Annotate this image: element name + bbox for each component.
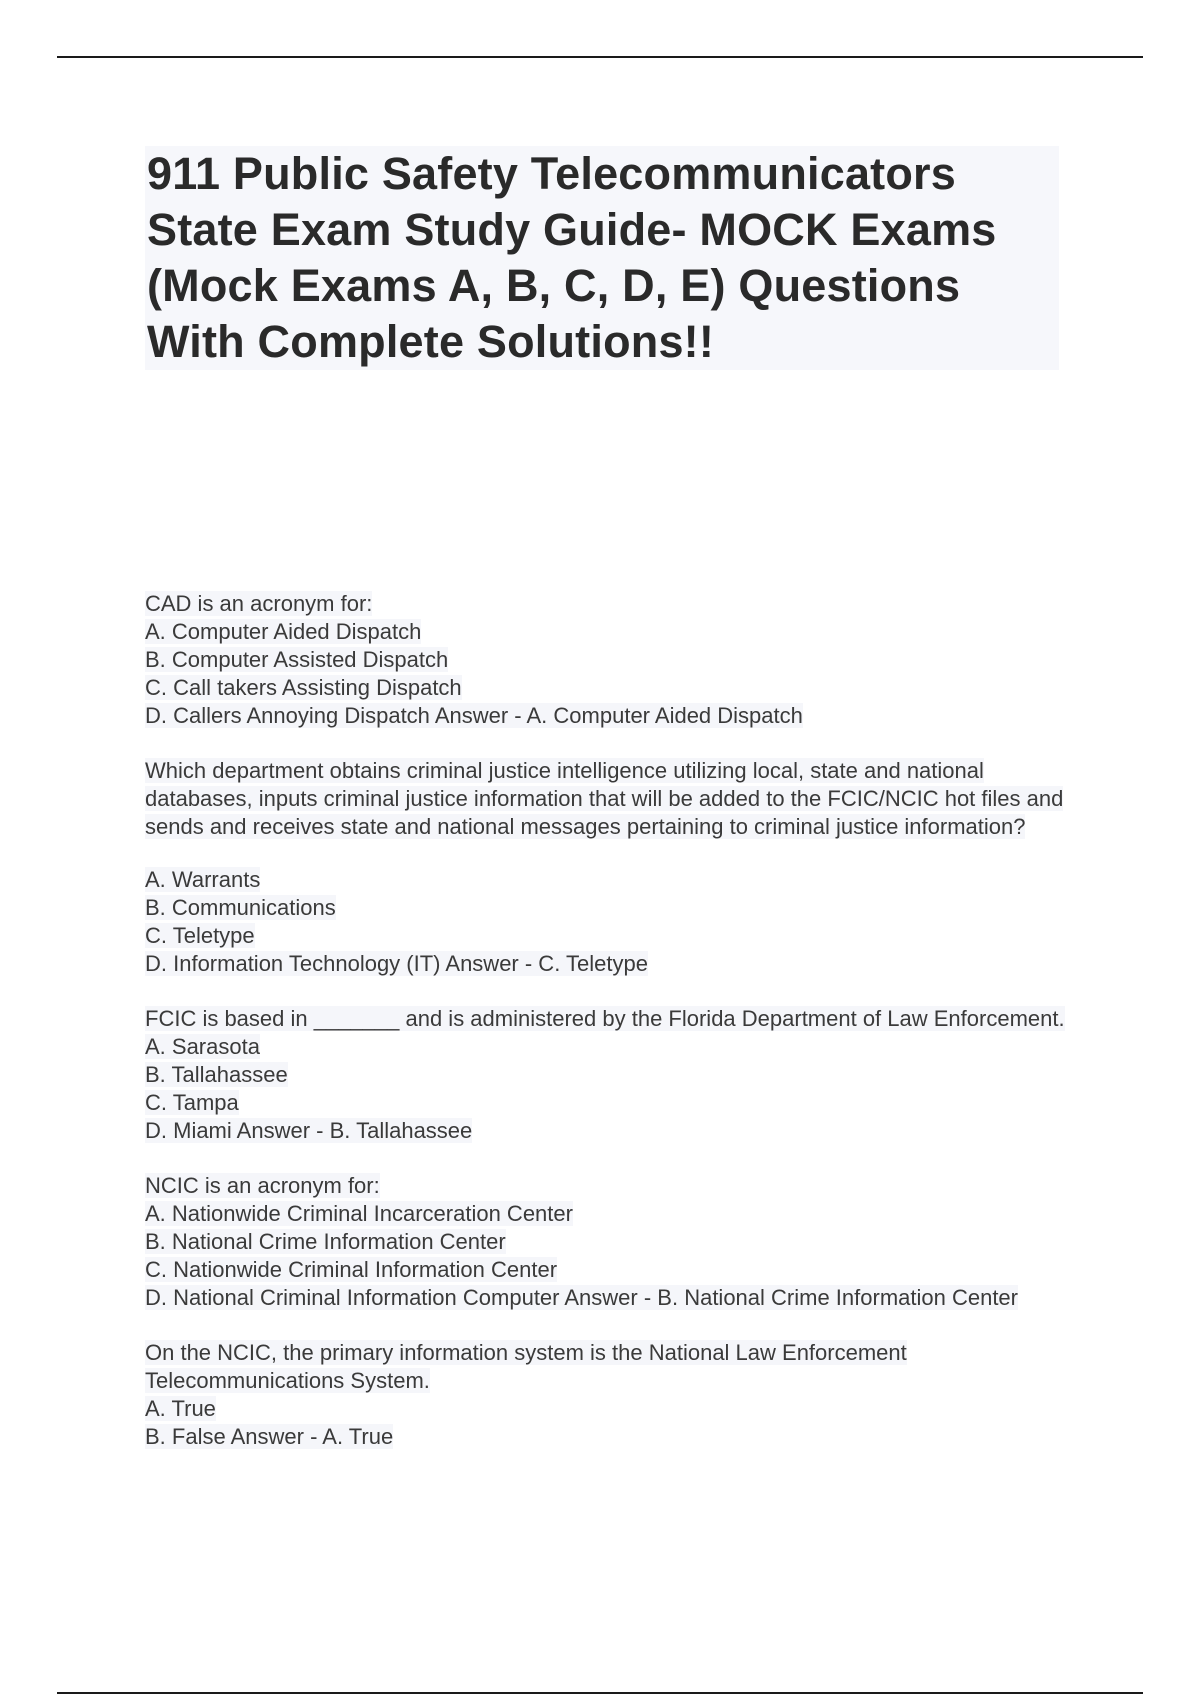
answer-option: D. Miami Answer - B. Tallahassee bbox=[145, 1118, 473, 1143]
question-text: CAD is an acronym for: bbox=[145, 591, 373, 616]
question-block-4 bbox=[145, 1172, 1065, 1312]
question-text: On the NCIC, the primary information system is the National Law Enforcement Telecommunications System. bbox=[145, 1340, 907, 1393]
answer-option: D. Information Technology (IT) Answer - C. Teletype bbox=[145, 951, 648, 976]
answer-option: B. National Crime Information Center bbox=[145, 1229, 506, 1254]
question-text: Which department obtains criminal justice intelligence utilizing local, state and national databases, inputs criminal justice information that will be added to the FCIC/NCIC hot files and sends and receives state and national messages pertaining to criminal justice information? bbox=[145, 758, 1064, 839]
document-title: 911 Public Safety Telecommunicators State Exam Study Guide- MOCK Exams (Mock Exams A, B, C, D, E) Questions With Complete Solutions!! bbox=[145, 146, 1059, 370]
answer-option: A. Computer Aided Dispatch bbox=[145, 619, 422, 644]
document-body bbox=[145, 590, 1065, 1478]
answer-option: B. Communications bbox=[145, 895, 336, 920]
question-block-2 bbox=[145, 757, 1065, 978]
answer-option: B. False Answer - A. True bbox=[145, 1424, 394, 1449]
bottom-rule bbox=[57, 1692, 1143, 1694]
answer-option: A. Sarasota bbox=[145, 1034, 260, 1059]
question-block-5 bbox=[145, 1339, 1065, 1451]
answer-option: D. National Criminal Information Computer Answer - B. National Crime Information Center bbox=[145, 1285, 1018, 1310]
question-text: FCIC is based in _______ and is administered by the Florida Department of Law Enforcement. bbox=[145, 1006, 1065, 1031]
answer-option: B. Tallahassee bbox=[145, 1062, 288, 1087]
answer-option: C. Teletype bbox=[145, 923, 255, 948]
top-rule bbox=[57, 56, 1143, 58]
answer-option: A. Warrants bbox=[145, 867, 261, 892]
question-text: NCIC is an acronym for: bbox=[145, 1173, 380, 1198]
spacer bbox=[145, 841, 1065, 866]
answer-option: A. Nationwide Criminal Incarceration Center bbox=[145, 1201, 573, 1226]
answer-option: C. Nationwide Criminal Information Center bbox=[145, 1257, 558, 1282]
answer-option: C. Tampa bbox=[145, 1090, 239, 1115]
answer-option: C. Call takers Assisting Dispatch bbox=[145, 675, 462, 700]
answer-option: B. Computer Assisted Dispatch bbox=[145, 647, 449, 672]
answer-option: A. True bbox=[145, 1396, 216, 1421]
question-block-3 bbox=[145, 1005, 1065, 1145]
question-block-1 bbox=[145, 590, 1065, 730]
answer-option: D. Callers Annoying Dispatch Answer - A. Computer Aided Dispatch bbox=[145, 703, 803, 728]
